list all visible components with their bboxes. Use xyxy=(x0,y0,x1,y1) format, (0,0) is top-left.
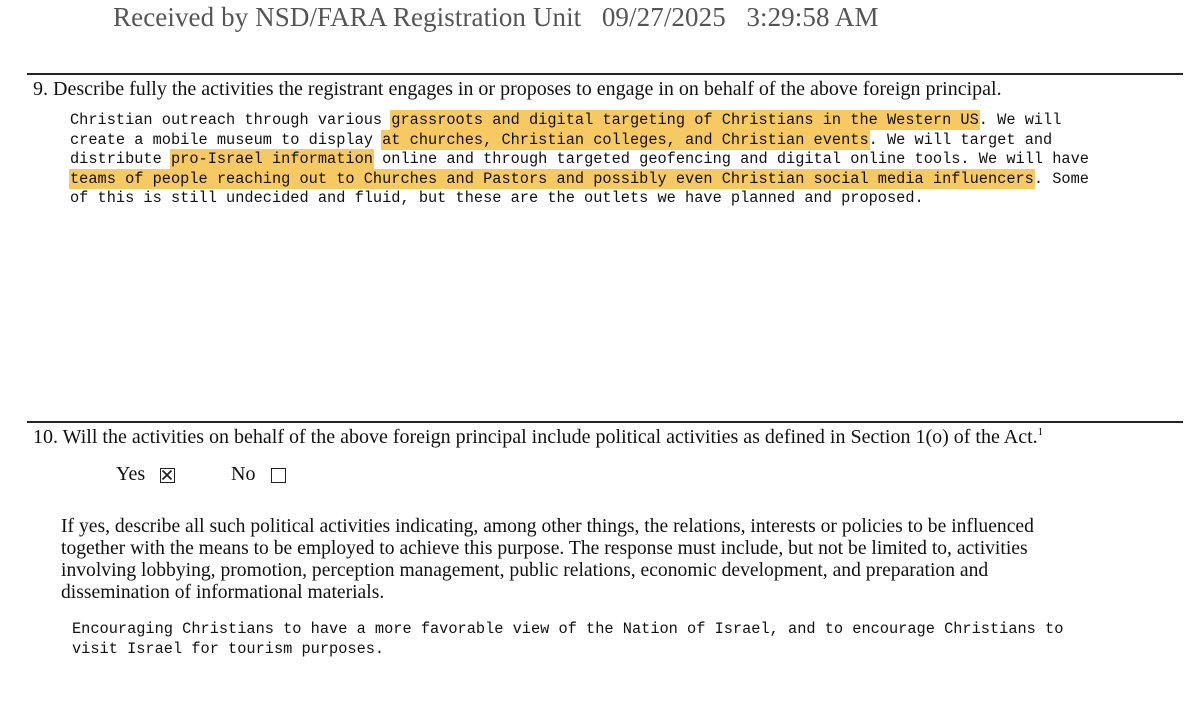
answer-text: online and through targeted geofencing and digital online tools. We will have xyxy=(372,150,1089,168)
answer-line: Encouraging Christians to have a more favorable view of the Nation of Israel, and to encourage Christians to xyxy=(72,620,1064,638)
question-10-number: 10. xyxy=(33,426,58,448)
answer-text: of this is still undecided and fluid, but these are the outlets we have planned and proposed. xyxy=(70,189,924,207)
answer-line: visit Israel for tourism purposes. xyxy=(72,639,385,658)
instructions-line: dissemination of informational materials. xyxy=(61,582,385,603)
question-9 xyxy=(33,78,1002,101)
question-9-answer xyxy=(70,111,1089,209)
question-10-instructions xyxy=(61,516,1141,604)
answer-text: . We will xyxy=(978,111,1062,129)
section-divider-middle xyxy=(27,421,1183,423)
highlighted-text: grassroots and digital targeting of Christians in the Western US xyxy=(391,111,979,129)
answer-text: . We will target and xyxy=(868,130,1053,149)
instructions-line: If yes, describe all such political activities indicating, among other things, the relations, interests or policies to be influenced xyxy=(61,516,1034,537)
no-checkbox[interactable] xyxy=(271,468,286,483)
answer-line xyxy=(70,150,1089,170)
answer-text: Christian outreach through various xyxy=(70,111,392,129)
answer-text: . Some xyxy=(1033,169,1089,188)
answer-text: create a mobile museum to display xyxy=(70,130,383,149)
question-10-text: Will the activities on behalf of the above foreign principal include political activities as defined in Section 1(o) of the Act. xyxy=(62,426,1038,448)
answer-line xyxy=(70,189,1089,209)
answer-text: distribute xyxy=(70,150,171,168)
question-10-answer xyxy=(72,620,1063,659)
yes-checkbox[interactable] xyxy=(160,468,175,483)
no-option-label: No xyxy=(231,463,256,485)
instructions-line: together with the means to be employed to achieve this purpose. The response must include, but not be limited to, activities xyxy=(61,538,1028,559)
instructions-line: involving lobbying, promotion, perception management, public relations, economic development, and preparation and xyxy=(61,560,989,581)
yes-option-label: Yes xyxy=(116,463,146,485)
question-9-text: Describe fully the activities the registrant engages in or proposes to engage in on behalf of the above foreign principal. xyxy=(53,78,1002,100)
answer-line xyxy=(70,131,1089,151)
question-10 xyxy=(33,426,1043,449)
highlighted-text: pro-Israel information xyxy=(170,150,373,168)
highlighted-text: at churches, Christian colleges, and Christian events xyxy=(382,130,869,149)
fara-received-stamp: Received by NSD/FARA Registration Unit 09/27/2025 3:29:58 AM xyxy=(113,2,879,32)
answer-line xyxy=(70,170,1089,190)
footnote-marker: 1 xyxy=(1037,426,1044,438)
answer-line xyxy=(70,111,1089,131)
highlighted-text: teams of people reaching out to Churches and Pastors and possibly even Christian social media influencers xyxy=(70,169,1034,188)
checkmark-x-icon xyxy=(161,469,173,481)
question-9-number: 9. xyxy=(33,78,48,100)
section-divider-top xyxy=(27,73,1183,75)
